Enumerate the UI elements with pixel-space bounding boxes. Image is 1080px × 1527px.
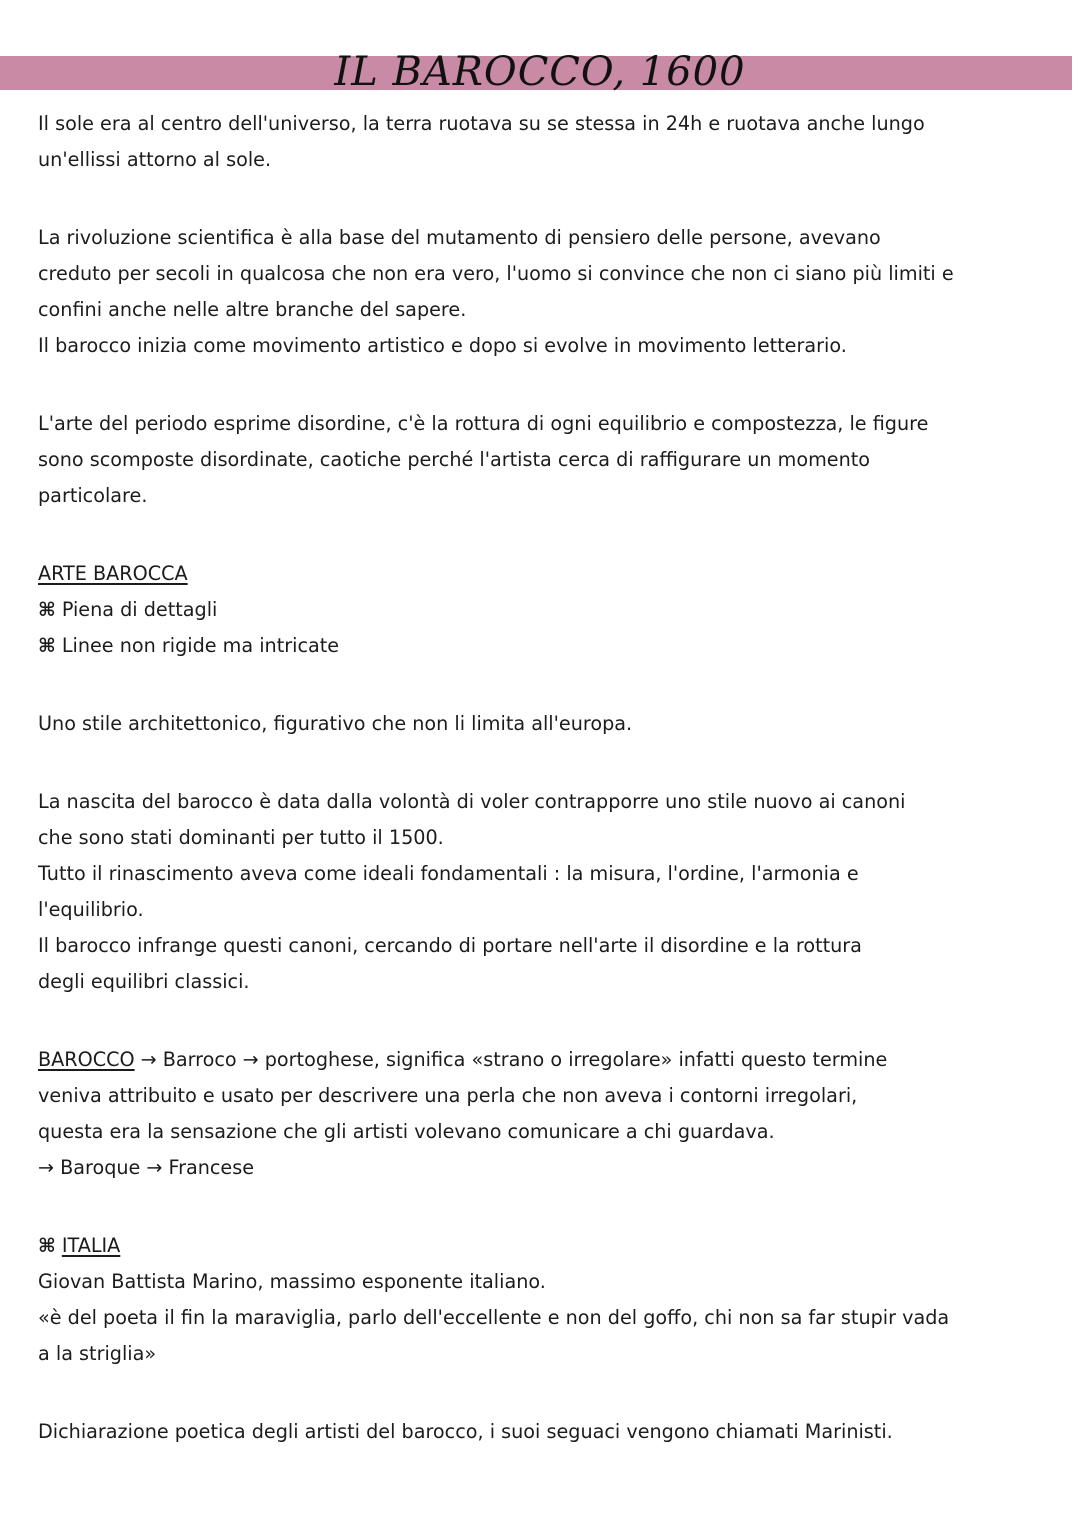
text-line: degli equilibri classici. — [38, 970, 250, 993]
text-line: creduto per secoli in qualcosa che non era vero, l'uomo si convince che non ci siano più limiti e — [38, 262, 954, 285]
text-line: Il sole era al centro dell'universo, la terra ruotava su se stessa in 24h e ruotava anche lungo — [38, 112, 925, 135]
bullet-icon: ⌘ — [38, 598, 56, 621]
section-arte-barocca — [38, 556, 1048, 664]
page-title: IL BAROCCO, 1600 — [334, 49, 746, 95]
section-heading: ⌘ ITALIA — [38, 1234, 121, 1257]
list-item: ⌘ Linee non rigide ma intricate — [38, 634, 340, 657]
paragraph-arte-periodo — [38, 406, 1048, 514]
text-line: La nascita del barocco è data dalla volontà di voler contrapporre uno stile nuovo ai canoni — [38, 790, 906, 813]
text-line: Giovan Battista Marino, massimo esponente italiano. — [38, 1270, 546, 1293]
arrow-right-icon: → — [146, 1156, 163, 1179]
text-line: Tutto il rinascimento aveva come ideali fondamentali : la misura, l'ordine, l'armonia e — [38, 862, 859, 885]
text-line: Il barocco infrange questi canoni, cercando di portare nell'arte il disordine e la rottura — [38, 934, 862, 957]
paragraph-etimologia — [38, 1042, 1048, 1186]
text-line: un'ellissi attorno al sole. — [38, 148, 272, 171]
text-line: l'equilibrio. — [38, 898, 144, 921]
text-line: questa era la sensazione che gli artisti volevano comunicare a chi guardava. — [38, 1120, 775, 1143]
arrow-right-icon: → — [140, 1048, 157, 1071]
paragraph-nascita — [38, 784, 1048, 1000]
text-line: sono scomposte disordinate, caotiche perché l'artista cerca di raffigurare un momento — [38, 448, 871, 471]
text-line: veniva attribuito e usato per descrivere una perla che non aveva i contorni irregolari, — [38, 1084, 858, 1107]
text-line: → Baroque → Francese — [38, 1156, 255, 1179]
text-line: che sono stati dominanti per tutto il 1500. — [38, 826, 444, 849]
text-line: confini anche nelle altre branche del sapere. — [38, 298, 467, 321]
text-line: «è del poeta il fin la maraviglia, parlo dell'eccellente e non del goffo, chi non sa far stupir vada — [38, 1306, 950, 1329]
text-line: Il barocco inizia come movimento artistico e dopo si evolve in movimento letterario. — [38, 334, 847, 357]
section-heading: ARTE BAROCCA — [38, 562, 188, 585]
paragraph-stile: Uno stile architettonico, figurativo che non li limita all'europa. — [38, 712, 633, 735]
section-italia — [38, 1228, 1048, 1372]
text-line: a la striglia» — [38, 1342, 157, 1365]
list-item: ⌘ Piena di dettagli — [38, 598, 218, 621]
document-body — [38, 106, 1048, 1450]
bullet-icon: ⌘ — [38, 634, 56, 657]
arrow-right-icon: → — [38, 1156, 55, 1179]
paragraph-universe — [38, 106, 1048, 178]
text-line: BAROCCO → Barroco → portoghese, significa «strano o irregolare» infatti questo termine — [38, 1048, 888, 1071]
text-line: La rivoluzione scientifica è alla base del mutamento di pensiero delle persone, avevano — [38, 226, 881, 249]
text-line: particolare. — [38, 484, 148, 507]
text-line: L'arte del periodo esprime disordine, c'è la rottura di ogni equilibrio e compostezza, le figure — [38, 412, 929, 435]
paragraph-rivoluzione — [38, 220, 1048, 364]
term-barocco: BAROCCO — [38, 1048, 135, 1071]
paragraph-marinisti: Dichiarazione poetica degli artisti del barocco, i suoi seguaci vengono chiamati Marinisti. — [38, 1420, 893, 1443]
arrow-right-icon: → — [242, 1048, 259, 1071]
bullet-icon: ⌘ — [38, 1234, 56, 1257]
